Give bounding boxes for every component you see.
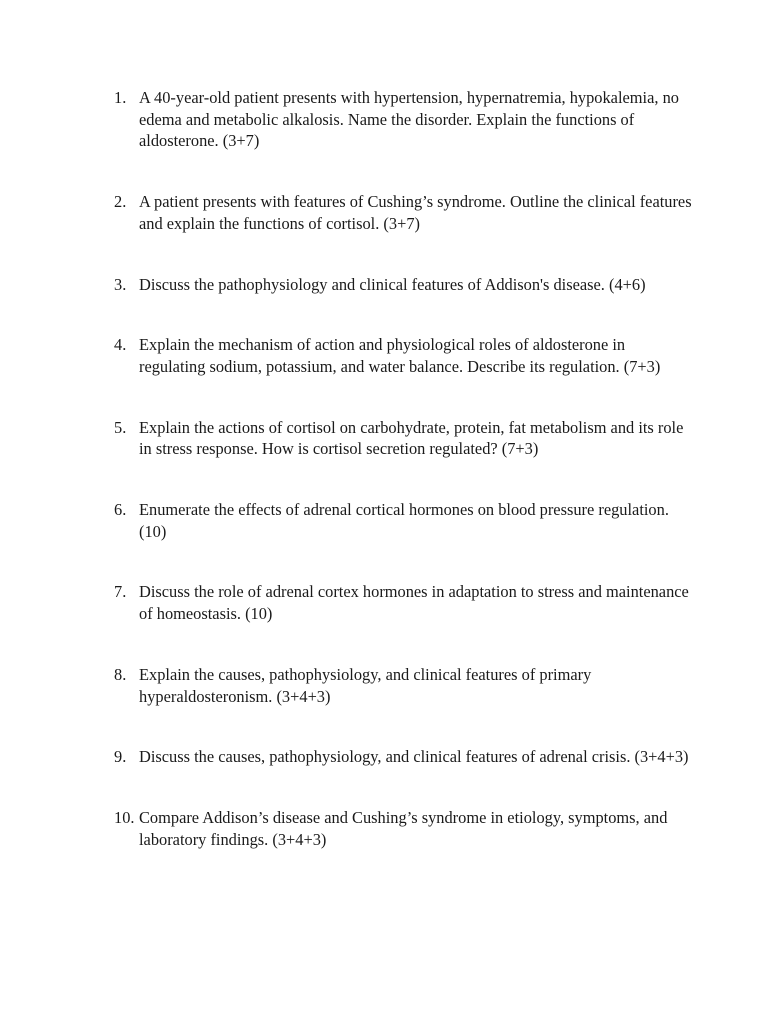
question-number: 2. <box>114 192 127 212</box>
question-item-1 <box>114 87 694 152</box>
question-number: 8. <box>114 664 127 684</box>
question-number: 6. <box>114 500 127 520</box>
question-item-9 <box>114 746 694 768</box>
question-item-7 <box>114 581 694 624</box>
question-item-5 <box>114 417 694 460</box>
question-item-3 <box>114 274 694 296</box>
question-number: 3. <box>114 274 127 294</box>
question-text: Explain the actions of cortisol on carbohydrate, protein, fat metabolism and its role in stress response. How is cortisol secretion regulated? (7+3) <box>139 417 684 459</box>
question-text: Enumerate the effects of adrenal cortical hormones on blood pressure regulation. (10) <box>139 500 669 541</box>
question-number: 1. <box>114 88 127 107</box>
question-item-2 <box>114 191 694 234</box>
question-text: Discuss the role of adrenal cortex hormones in adaptation to stress and maintenance of homeostasis. (10) <box>139 582 689 624</box>
question-text: A patient presents with features of Cushing’s syndrome. Outline the clinical features and explain the functions of cortisol. (3+7) <box>139 192 692 233</box>
question-text: A 40-year-old patient presents with hypertension, hypernatremia, hypokalemia, no edema and metabolic alkalosis. Name the disorder. Explain the functions of aldosterone. (3+7) <box>139 88 679 151</box>
question-item-4 <box>114 334 694 377</box>
question-number: 4. <box>114 335 127 355</box>
question-number: 7. <box>114 582 127 602</box>
question-text: Discuss the pathophysiology and clinical features of Addison's disease. (4+6) <box>139 274 646 294</box>
question-number: 5. <box>114 417 127 437</box>
question-text: Discuss the causes, pathophysiology, and clinical features of adrenal crisis. (3+4+3) <box>139 747 689 767</box>
question-list <box>114 87 694 889</box>
question-text: Compare Addison’s disease and Cushing’s syndrome in etiology, symptoms, and laboratory findings. (3+4+3) <box>139 807 668 849</box>
question-text: Explain the mechanism of action and physiological roles of aldosterone in regulating sodium, potassium, and water balance. Describe its regulation. (7+3) <box>139 335 661 376</box>
question-text: Explain the causes, pathophysiology, and clinical features of primary hyperaldosteronism. (3+4+3) <box>139 664 592 706</box>
question-item-8 <box>114 664 694 707</box>
question-item-10 <box>114 807 694 850</box>
question-number: 9. <box>114 747 127 767</box>
question-item-6 <box>114 499 694 542</box>
question-number: 10. <box>114 807 135 827</box>
